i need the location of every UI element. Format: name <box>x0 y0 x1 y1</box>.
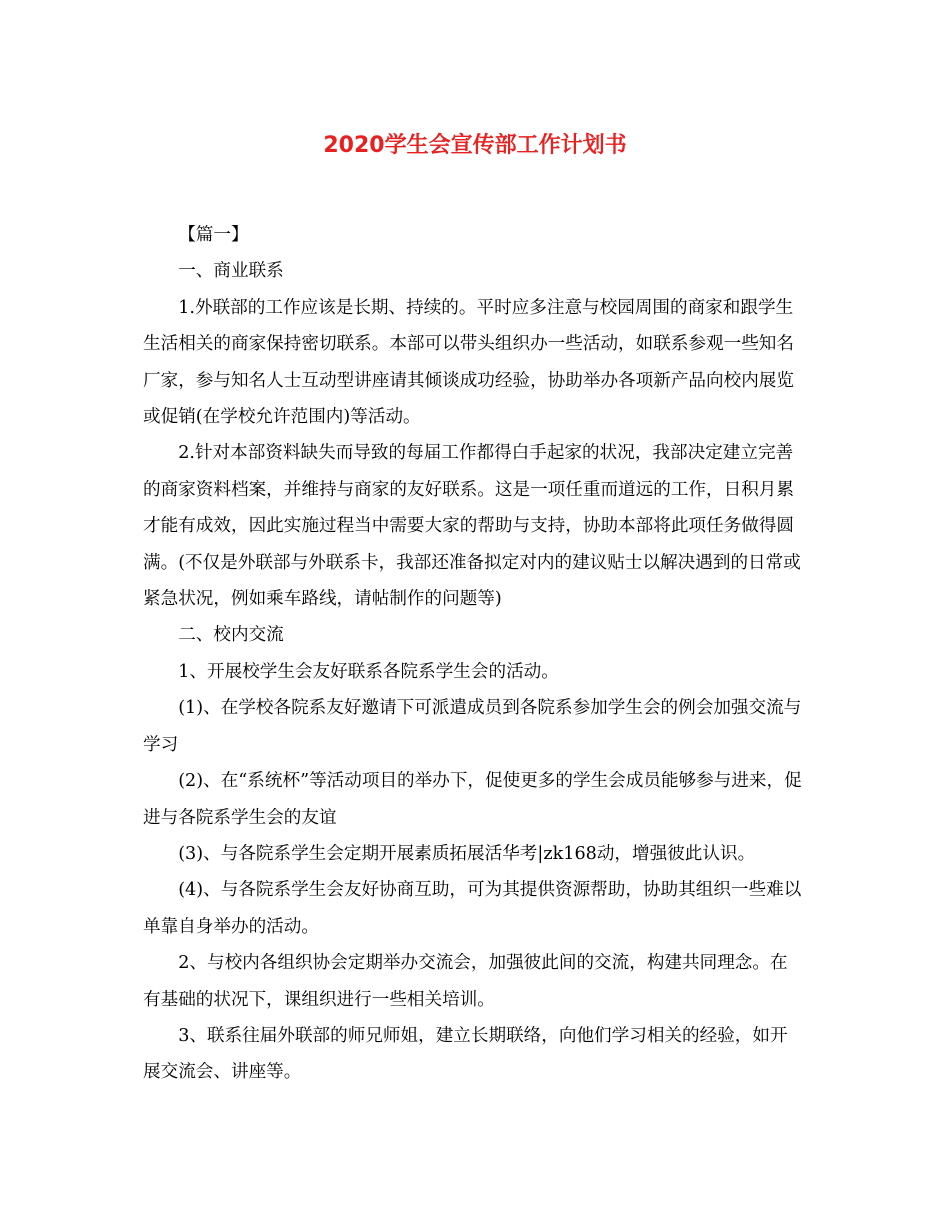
paragraph: 1.外联部的工作应该是长期、持续的。平时应多注意与校园周围的商家和跟学生生活相关的商家保持密切联系。本部可以带头组织办一些活动，如联系参观一些知名厂家，参与知名人士互动型讲座请其倾谈成功经验，协助举办各项新产品向校内展览或促销(在学校允许范围内)等活动。 <box>143 297 794 428</box>
section-heading: 二、校内交流 <box>178 625 284 646</box>
paragraph: (3)、与各院系学生会定期开展素质拓展活华考|zk168动，增强彼此认识。 <box>178 843 756 864</box>
paragraph: 1、开展校学生会友好联系各院系学生会的活动。 <box>178 661 559 682</box>
paragraph: (1)、在学校各院系友好邀请下可派遣成员到各院系参加学生会的例会加强交流与学习 <box>143 698 802 755</box>
document-body <box>143 217 805 1091</box>
section-label: 【篇一】 <box>178 225 249 245</box>
section-heading: 一、商业联系 <box>178 261 284 282</box>
document-title: 2020学生会宣传部工作计划书 <box>323 133 627 158</box>
paragraph: 2.针对本部资料缺失而导致的每届工作都得白手起家的状况，我部决定建立完善的商家资料档案，并维持与商家的友好联系。这是一项任重而道远的工作，日积月累才能有成效，因此实施过程当中需要大家的帮助与支持，协助本部将此项任务做得圆满。(不仅是外联部与外联系卡，我部还准备拟定对内的建议贴士以解决遇到的日常或紧急状况，例如乘车路线，请帖制作的问题等) <box>143 443 801 610</box>
paragraph: (2)、在“系统杯”等活动项目的举办下，促使更多的学生会成员能够参与进来，促进与各院系学生会的友谊 <box>143 771 802 828</box>
paragraph: 2、与校内各组织协会定期举办交流会，加强彼此间的交流，构建共同理念。在有基础的状况下，课组织进行一些相关培训。 <box>143 953 788 1010</box>
paragraph: 3、联系往届外联部的师兄师姐，建立长期联络，向他们学习相关的经验，如开展交流会、讲座等。 <box>143 1025 788 1083</box>
paragraph: (4)、与各院系学生会友好协商互助，可为其提供资源帮助，协助其组织一些难以单靠自身举办的活动。 <box>143 880 802 937</box>
